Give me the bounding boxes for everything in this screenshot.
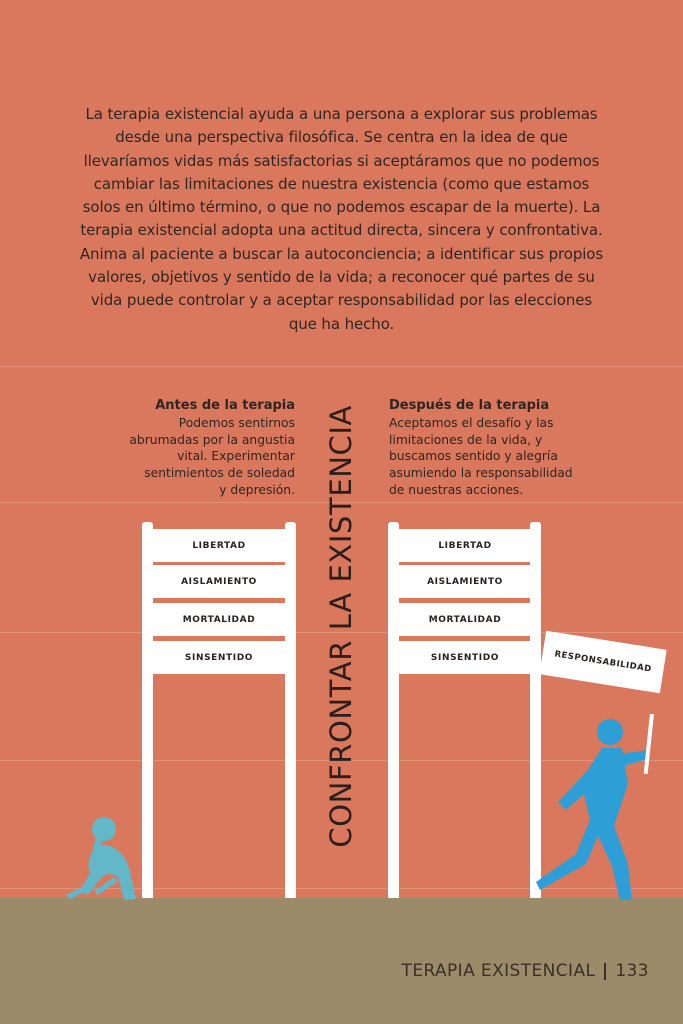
intro-paragraph (60, 103, 623, 336)
center-title (319, 362, 363, 890)
caption-line: y depresión. (219, 482, 295, 497)
left-sign-libertad: LIBERTAD (153, 529, 285, 562)
intro-line: cambiar las limitaciones de nuestra existencia (como que estamos (93, 174, 590, 193)
center-title-text: CONFRONTAR LA EXISTENCIA (324, 404, 358, 848)
page-number: 133 (615, 961, 649, 981)
intro-line: vida puede controlar y a aceptar responsabilidad por las elecciones (90, 291, 593, 310)
left-sign-sinsentido: SINSENTIDO (153, 641, 285, 674)
intro-line: desde una perspectiva filosófica. Se centra en la idea de que (115, 128, 568, 147)
intro-line: que ha hecho. (288, 314, 395, 333)
left-sign-mortalidad: MORTALIDAD (153, 603, 285, 636)
caption-line: vital. Experimentar (177, 449, 295, 464)
right-sign-libertad: LIBERTAD (399, 529, 531, 562)
right-post-left (388, 522, 399, 900)
intro-line: llevaríamos vidas más satisfactorias si aceptáramos que no podemos (83, 151, 600, 170)
caption-line: abrumadas por la angustia (129, 432, 295, 447)
left-post-right (285, 522, 296, 900)
footer-separator (604, 963, 606, 980)
intro-line: solos en último término, o que no podemos escapar de la muerte). La (82, 198, 601, 217)
page-footer (402, 961, 649, 981)
before-therapy-caption (105, 398, 295, 499)
after-therapy-caption (389, 398, 589, 499)
sad-person-icon (60, 815, 142, 903)
caption-line: Aceptamos el desafío y las (389, 415, 554, 430)
intro-line: valores, objetivos y sentido de la vida; a reconocer qué partes de su (88, 268, 595, 287)
flag-label: RESPONSABILIDAD (553, 649, 653, 675)
right-sign-mortalidad: MORTALIDAD (399, 603, 531, 636)
caption-line: de nuestras acciones. (389, 482, 524, 497)
footer-section: TERAPIA EXISTENCIAL (401, 961, 596, 981)
intro-line: La terapia existencial ayuda a una persona a explorar sus problemas (85, 105, 598, 123)
walking-person-icon (532, 714, 662, 904)
left-post-left (142, 522, 153, 900)
caption-line: limitaciones de la vida, y (389, 432, 543, 447)
caption-line: sentimientos de soledad (144, 466, 295, 481)
intro-line: Anima al paciente a buscar la autoconciencia; a identificar sus propios (79, 244, 604, 263)
caption-line: asumiendo la responsabilidad (389, 466, 573, 481)
responsibility-flag (539, 631, 666, 694)
after-therapy-heading: Después de la terapia (389, 398, 550, 413)
right-sign-sinsentido: SINSENTIDO (399, 641, 531, 674)
before-therapy-heading: Antes de la terapia (155, 398, 295, 413)
intro-line: terapia existencial adopta una actitud directa, sincera y confrontativa. (80, 221, 603, 240)
caption-line: Podemos sentirnos (178, 415, 295, 430)
left-sign-aislamiento: AISLAMIENTO (153, 565, 285, 598)
right-sign-aislamiento: AISLAMIENTO (399, 565, 531, 598)
caption-line: buscamos sentido y alegría (389, 449, 558, 464)
